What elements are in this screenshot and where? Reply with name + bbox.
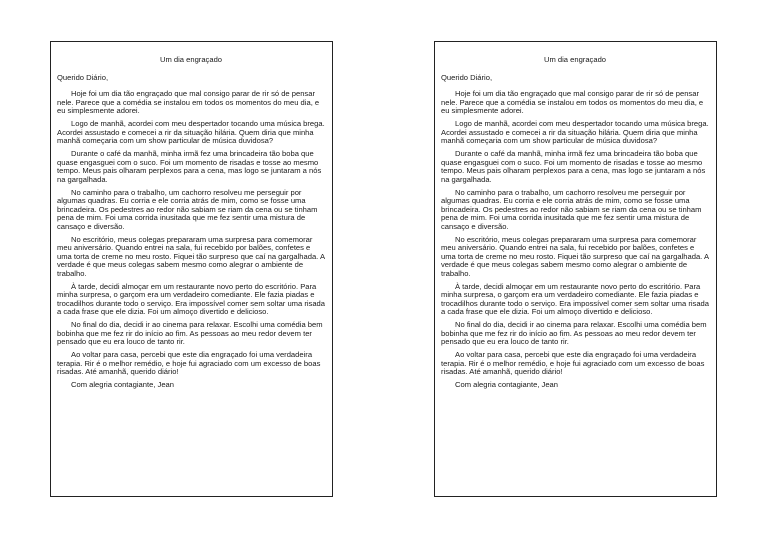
greeting: Querido Diário, [441, 73, 493, 82]
paragraph: No final do dia, decidi ir ao cinema para relaxar. Escolhi uma comédia bem bobinha que me fez rir do início ao fim. As pessoas ao meu redor devem ter pensado que eu era louco de tanto rir. [57, 320, 323, 346]
signoff: Com alegria contagiante, Jean [455, 380, 559, 389]
paragraph: Logo de manhã, acordei com meu despertador tocando uma música brega. Acordei assustado e comecei a rir da situação hilária. Quem diria que minha manhã começaria com um show particular de música duvidosa? [57, 119, 325, 145]
paragraph: Hoje foi um dia tão engraçado que mal consigo parar de rir só de pensar nele. Parece que a comédia se instalou em todos os momentos do meu dia, e eu simplesmente adorei. [57, 89, 320, 115]
document-page-2 [434, 41, 717, 497]
document-title: Um dia engraçado [543, 55, 607, 64]
paragraph: No escritório, meus colegas prepararam uma surpresa para comemorar meu aniversário. Quando entrei na sala, fui recebido por balões, confetes e uma torta de creme no meu rosto. Fiquei tão surpreso que caí na gargalhada. A verdade é que meus colegas sabem mesmo como alegrar o ambiente de trabalho. [57, 234, 325, 278]
paragraph: À tarde, decidi almoçar em um restaurante novo perto do escritório. Para minha surpresa, o garçom era um verdadeiro comediante. Ele fazia piadas e trocadilhos durante todo o serviço. Era impossível comer sem soltar uma risada a cada frase que ele dizia. Foi um almoço divertido e delicioso. [57, 281, 326, 316]
paragraph: No caminho para o trabalho, um cachorro resolveu me perseguir por algumas quadras. Eu corria e ele corria atrás de mim, como se fosse uma brincadeira. Os pedestres ao redor não sabiam se riam da cena ou se tinham pena de mim. Foi uma corrida inusitada que me fez sentir uma mistura de cansaço e diversão. [441, 187, 702, 231]
paragraph: No final do dia, decidi ir ao cinema para relaxar. Escolhi uma comédia bem bobinha que me fez rir do início ao fim. As pessoas ao meu redor devem ter pensado que eu era louco de tanto rir. [441, 320, 707, 346]
paragraph: Ao voltar para casa, percebi que este dia engraçado foi uma verdadeira terapia. Rir é o melhor remédio, e hoje fui agraciado com um excesso de boas risadas. Até amanhã, querido diário! [441, 350, 705, 376]
document-page-1 [50, 41, 333, 497]
paragraph: Ao voltar para casa, percebi que este dia engraçado foi uma verdadeira terapia. Rir é o melhor remédio, e hoje fui agraciado com um excesso de boas risadas. Até amanhã, querido diário! [57, 350, 321, 376]
paragraph: No caminho para o trabalho, um cachorro resolveu me perseguir por algumas quadras. Eu corria e ele corria atrás de mim, como se fosse uma brincadeira. Os pedestres ao redor não sabiam se riam da cena ou se tinham pena de mim. Foi uma corrida inusitada que me fez sentir uma mistura de cansaço e diversão. [57, 187, 318, 231]
paragraph: Durante o café da manhã, minha irmã fez uma brincadeira tão boba que quase engasguei com o suco. Foi um momento de risadas e tosse ao mesmo tempo. Meus pais olharam perplexos para a cena, mas logo se juntaram a nós na gargalhada. [57, 149, 322, 184]
paragraph: Durante o café da manhã, minha irmã fez uma brincadeira tão boba que quase engasguei com o suco. Foi um momento de risadas e tosse ao mesmo tempo. Meus pais olharam perplexos para a cena, mas logo se juntaram a nós na gargalhada. [441, 149, 706, 184]
paragraph: Logo de manhã, acordei com meu despertador tocando uma música brega. Acordei assustado e comecei a rir da situação hilária. Quem diria que minha manhã começaria com um show particular de música duvidosa? [441, 119, 709, 145]
signoff: Com alegria contagiante, Jean [71, 380, 175, 389]
document-title: Um dia engraçado [159, 55, 223, 64]
paragraph: Hoje foi um dia tão engraçado que mal consigo parar de rir só de pensar nele. Parece que a comédia se instalou em todos os momentos do meu dia, e eu simplesmente adorei. [441, 89, 704, 115]
paragraph: À tarde, decidi almoçar em um restaurante novo perto do escritório. Para minha surpresa, o garçom era um verdadeiro comediante. Ele fazia piadas e trocadilhos durante todo o serviço. Era impossível comer sem soltar uma risada a cada frase que ele dizia. Foi um almoço divertido e delicioso. [441, 281, 710, 316]
greeting: Querido Diário, [57, 73, 109, 82]
paragraph: No escritório, meus colegas prepararam uma surpresa para comemorar meu aniversário. Quando entrei na sala, fui recebido por balões, confetes e uma torta de creme no meu rosto. Fiquei tão surpreso que caí na gargalhada. A verdade é que meus colegas sabem mesmo como alegrar o ambiente de trabalho. [441, 234, 709, 278]
